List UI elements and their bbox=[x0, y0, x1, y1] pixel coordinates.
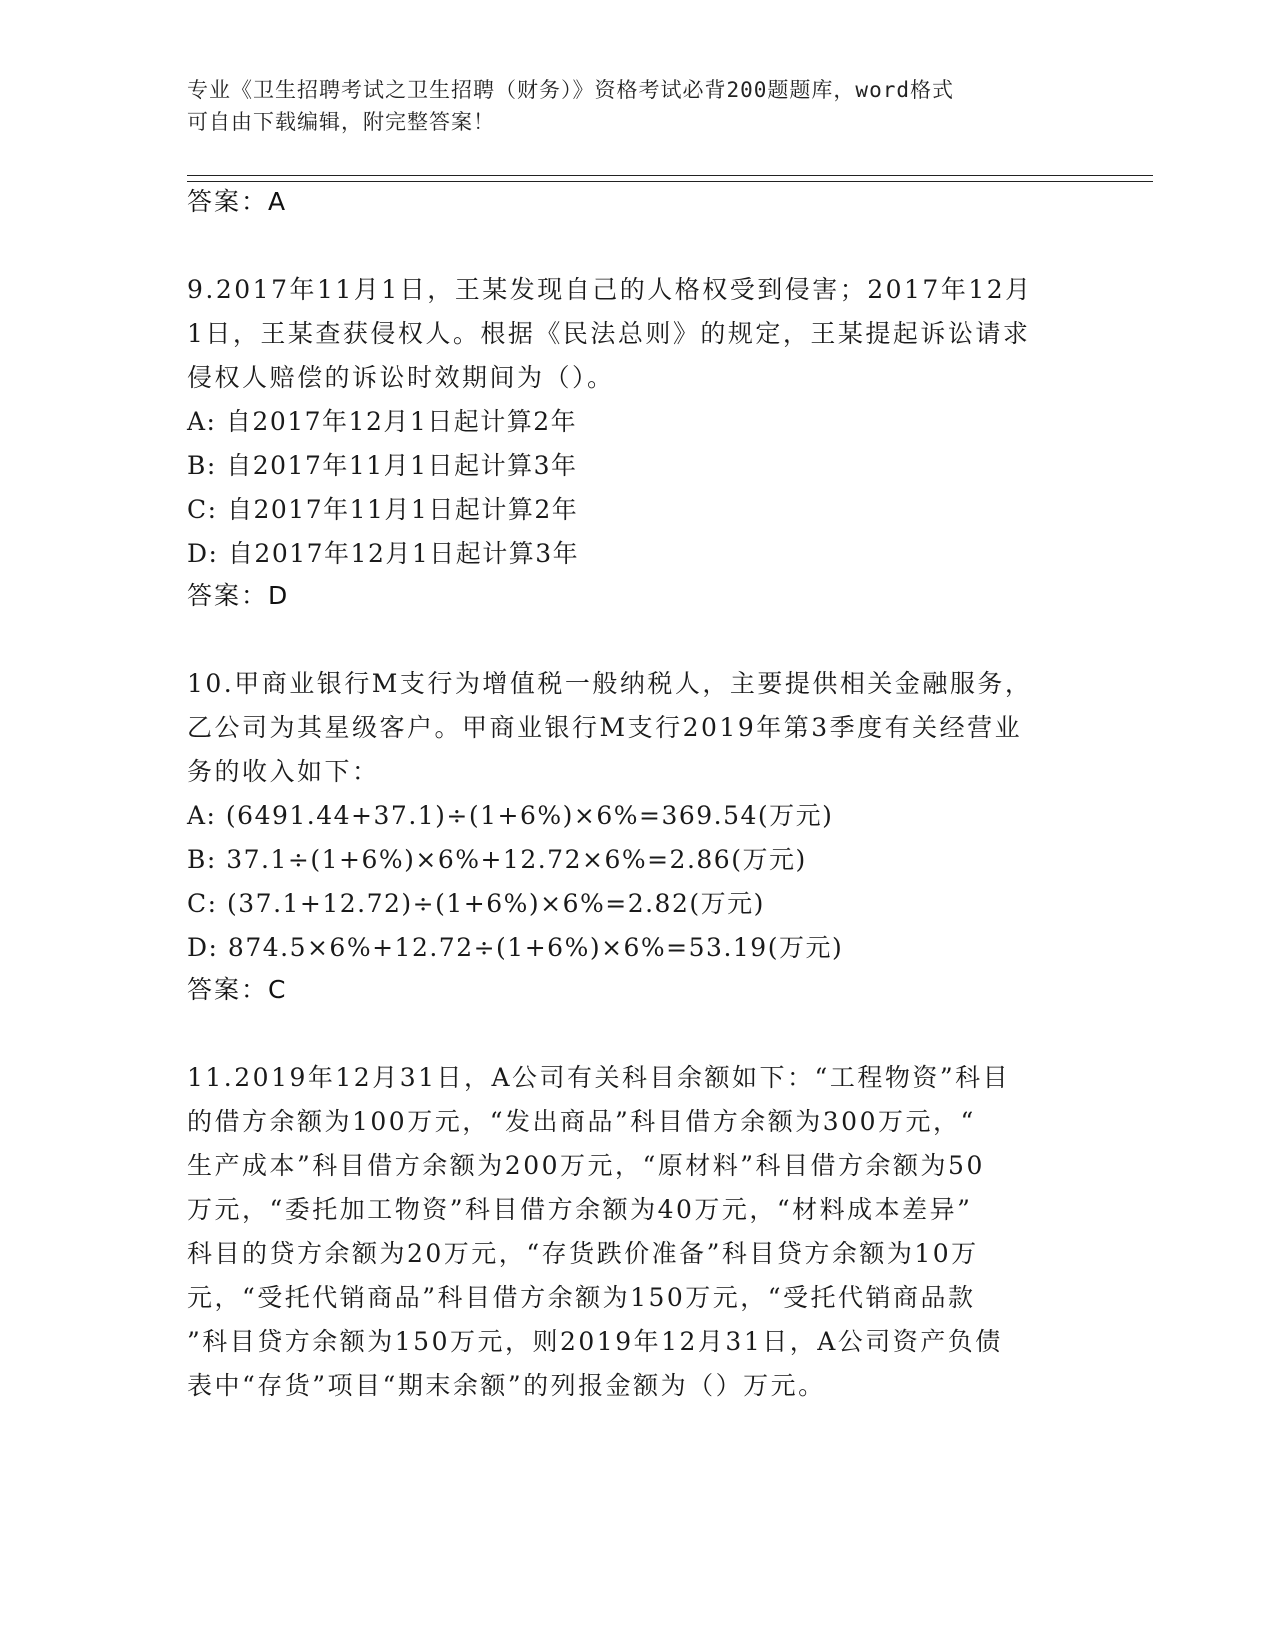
question-10-line-1: 10.甲商业银行M支行为增值税一般纳税人，主要提供相关金融服务， bbox=[187, 669, 1033, 698]
question-10-answer: 答案：C bbox=[187, 975, 288, 1004]
previous-answer: 答案：A bbox=[187, 187, 288, 216]
question-9-option-d: D: 自2017年12月1日起计算3年 bbox=[187, 539, 580, 568]
question-9-line-1: 9.2017年11月1日，王某发现自己的人格权受到侵害；2017年12月 bbox=[187, 275, 1033, 304]
question-10-option-c: C: (37.1+12.72)÷(1+6%)×6%=2.82(万元) bbox=[187, 889, 765, 918]
question-10-line-3: 务的收入如下： bbox=[187, 757, 380, 786]
question-11-line-2: 的借方余额为100万元，“发出商品”科目借方余额为300万元，“ bbox=[187, 1107, 976, 1136]
header-divider-top bbox=[187, 175, 1153, 176]
question-9-line-3: 侵权人赔偿的诉讼时效期间为（）。 bbox=[187, 363, 615, 392]
question-11-line-7: ”科目贷方余额为150万元，则2019年12月31日，A公司资产负债 bbox=[187, 1327, 1003, 1356]
question-10-line-2: 乙公司为其星级客户。甲商业银行M支行2019年第3季度有关经营业 bbox=[187, 713, 1023, 742]
question-11-line-8: 表中“存货”项目“期末余额”的列报金额为（）万元。 bbox=[187, 1371, 826, 1400]
question-9-option-a: A: 自2017年12月1日起计算2年 bbox=[187, 407, 578, 436]
question-10-option-b: B: 37.1÷(1+6%)×6%+12.72×6%=2.86(万元) bbox=[187, 845, 807, 874]
question-11-line-6: 元，“受托代销商品”科目借方余额为150万元，“受托代销商品款 bbox=[187, 1283, 976, 1312]
header-divider-bottom bbox=[187, 181, 1153, 182]
question-11-line-4: 万元，“委托加工物资”科目借方余额为40万元，“材料成本差异” bbox=[187, 1195, 973, 1224]
header-line-1: 专业《卫生招聘考试之卫生招聘（财务）》资格考试必背200题题库，word格式 bbox=[187, 78, 954, 102]
question-9-option-b: B: 自2017年11月1日起计算3年 bbox=[187, 451, 578, 480]
question-9-line-2: 1日，王某查获侵权人。根据《民法总则》的规定，王某提起诉讼请求 bbox=[187, 319, 1031, 348]
question-10-option-d: D: 874.5×6%+12.72÷(1+6%)×6%=53.19(万元) bbox=[187, 933, 844, 962]
header-line-2: 可自由下载编辑，附完整答案！ bbox=[187, 110, 495, 134]
question-9-answer: 答案：D bbox=[187, 581, 290, 610]
question-11-line-1: 11.2019年12月31日，A公司有关科目余额如下：“工程物资”科目 bbox=[187, 1063, 1011, 1092]
question-11-line-5: 科目的贷方余额为20万元，“存货跌价准备”科目贷方余额为10万 bbox=[187, 1239, 979, 1268]
page-header bbox=[187, 74, 1087, 138]
question-10-option-a: A: (6491.44+37.1)÷(1+6%)×6%=369.54(万元) bbox=[187, 801, 834, 830]
question-9-option-c: C: 自2017年11月1日起计算2年 bbox=[187, 495, 579, 524]
question-11-line-3: 生产成本”科目借方余额为200万元，“原材料”科目借方余额为50 bbox=[187, 1151, 985, 1180]
